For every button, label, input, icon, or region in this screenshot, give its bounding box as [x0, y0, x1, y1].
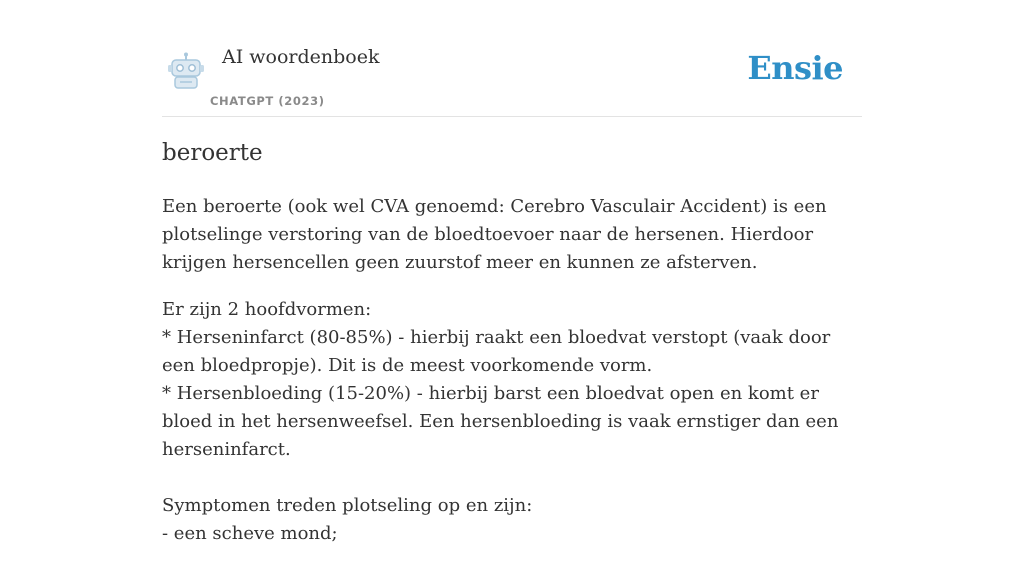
- definition-paragraph: Er zijn 2 hoofdvormen: * Herseninfarct (80-85%) - hierbij raakt een bloedvat verstopt (vaak door een bloedpropje). Dit is de meest voorkomende vorm. * Hersenbloeding (15-20%) - hierbij barst een bloedvat open en komt er bloed in het hersenweefsel. Een hersenbloeding is vaak ernstiger dan een herseninfarct. Symptomen treden plotseling op en zijn: - een scheve mond;: [162, 299, 839, 544]
- dictionary-title: AI woordenboek: [222, 46, 380, 68]
- site-header: [162, 0, 862, 117]
- robot-icon: [166, 52, 206, 90]
- entry-term: beroerte: [162, 140, 263, 166]
- definition-paragraph: Een beroerte (ook wel CVA genoemd: Cerebro Vasculair Accident) is een plotselinge verstoring van de bloedtoevoer naar de hersenen. Hierdoor krijgen hersencellen geen zuurstof meer en kunnen ze afsterven.: [162, 196, 827, 273]
- dictionary-source: CHATGPT (2023): [210, 94, 325, 108]
- ensie-logo[interactable]: Ensie: [747, 49, 843, 87]
- entry-definition: [162, 193, 862, 567]
